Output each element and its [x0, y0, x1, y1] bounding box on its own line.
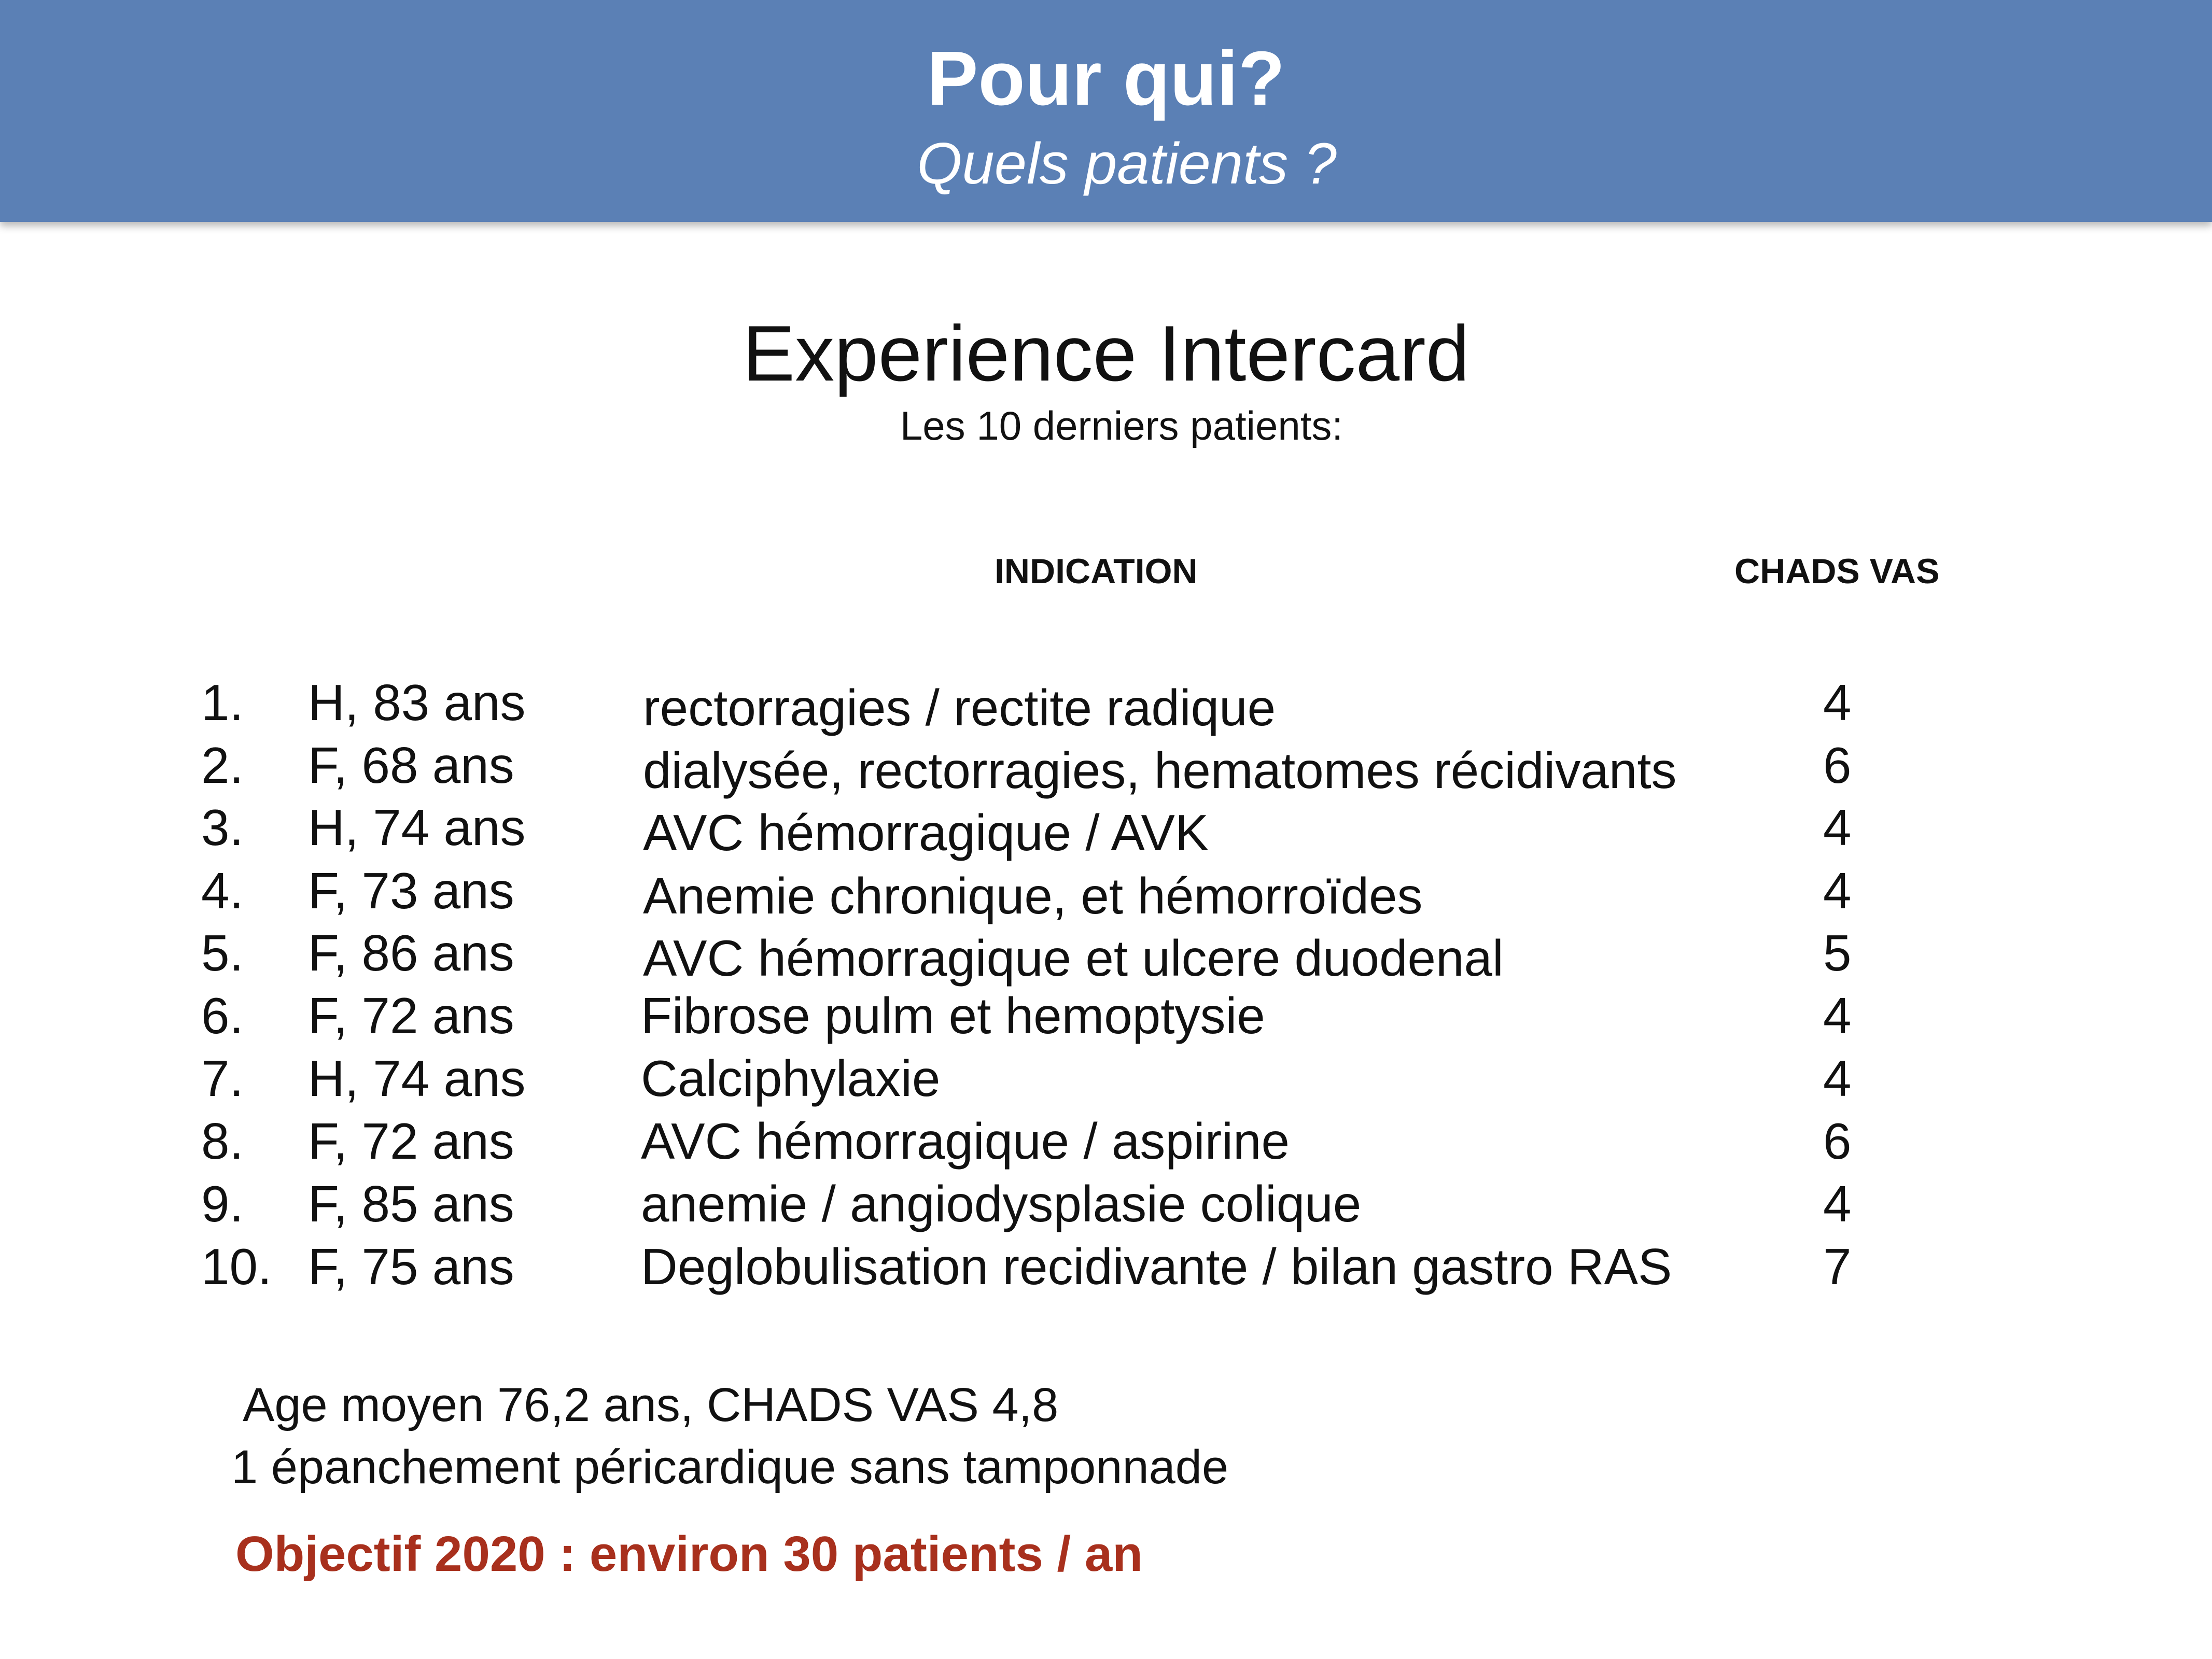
row-patient: F, 75 ans [308, 1238, 514, 1295]
table-row [0, 862, 2212, 927]
row-number: 5. [201, 924, 244, 981]
header-title: Pour qui? [927, 36, 1285, 121]
table-row [0, 737, 2212, 802]
row-indication: Deglobulisation recidivante / bilan gastro RAS [641, 1238, 1672, 1295]
row-chads-vas: 4 [1823, 799, 1852, 856]
row-number: 3. [201, 799, 244, 856]
row-indication: anemie / angiodysplasie colique [641, 1175, 1362, 1232]
table-row [0, 1113, 2212, 1178]
row-indication: AVC hémorragique / AVK [643, 804, 1209, 861]
header-subtitle: Quels patients ? [917, 131, 1337, 196]
row-patient: F, 73 ans [308, 862, 514, 919]
table-row [0, 1238, 2212, 1303]
row-indication: AVC hémorragique et ulcere duodenal [643, 930, 1504, 987]
row-chads-vas: 6 [1823, 1113, 1852, 1170]
row-patient: F, 68 ans [308, 737, 514, 794]
row-chads-vas: 4 [1823, 1050, 1852, 1107]
row-chads-vas: 7 [1823, 1238, 1852, 1295]
row-number: 9. [201, 1175, 244, 1232]
row-chads-vas: 4 [1823, 674, 1852, 731]
row-number: 6. [201, 987, 244, 1044]
row-indication: AVC hémorragique / aspirine [641, 1113, 1290, 1170]
row-patient: H, 74 ans [308, 799, 526, 856]
row-indication: Calciphylaxie [641, 1050, 941, 1107]
row-chads-vas: 4 [1823, 987, 1852, 1044]
column-header-indication: INDICATION [995, 552, 1198, 591]
row-number: 1. [201, 674, 244, 731]
row-indication: Anemie chronique, et hémorroïdes [643, 867, 1423, 924]
row-number: 10. [201, 1238, 272, 1295]
table-row [0, 674, 2212, 739]
row-indication: dialysée, rectorragies, hematomes récidivants [643, 742, 1677, 799]
row-patient: H, 74 ans [308, 1050, 526, 1107]
summary-complication: 1 épanchement péricardique sans tamponnade [231, 1441, 1229, 1494]
row-indication: rectorragies / rectite radique [643, 679, 1276, 736]
column-header-chads-vas: CHADS VAS [1734, 552, 1940, 591]
row-chads-vas: 4 [1823, 862, 1852, 919]
objective-text: Objectif 2020 : environ 30 patients / an [235, 1526, 1143, 1582]
row-patient: F, 72 ans [308, 987, 514, 1044]
row-number: 2. [201, 737, 244, 794]
row-chads-vas: 6 [1823, 737, 1852, 794]
row-indication: Fibrose pulm et hemoptysie [641, 987, 1265, 1044]
table-row [0, 799, 2212, 864]
section-title: Experience Intercard [742, 310, 1470, 398]
table-row [0, 987, 2212, 1052]
table-row [0, 924, 2212, 990]
section-subtitle: Les 10 derniers patients: [900, 403, 1343, 448]
table-row [0, 1175, 2212, 1241]
row-patient: F, 85 ans [308, 1175, 514, 1232]
row-chads-vas: 5 [1823, 924, 1852, 981]
row-number: 7. [201, 1050, 244, 1107]
summary-averages: Age moyen 76,2 ans, CHADS VAS 4,8 [243, 1379, 1059, 1431]
row-number: 8. [201, 1113, 244, 1170]
row-number: 4. [201, 862, 244, 919]
row-patient: H, 83 ans [308, 674, 526, 731]
row-patient: F, 72 ans [308, 1113, 514, 1170]
table-row [0, 1050, 2212, 1115]
row-chads-vas: 4 [1823, 1175, 1852, 1232]
row-patient: F, 86 ans [308, 924, 514, 981]
